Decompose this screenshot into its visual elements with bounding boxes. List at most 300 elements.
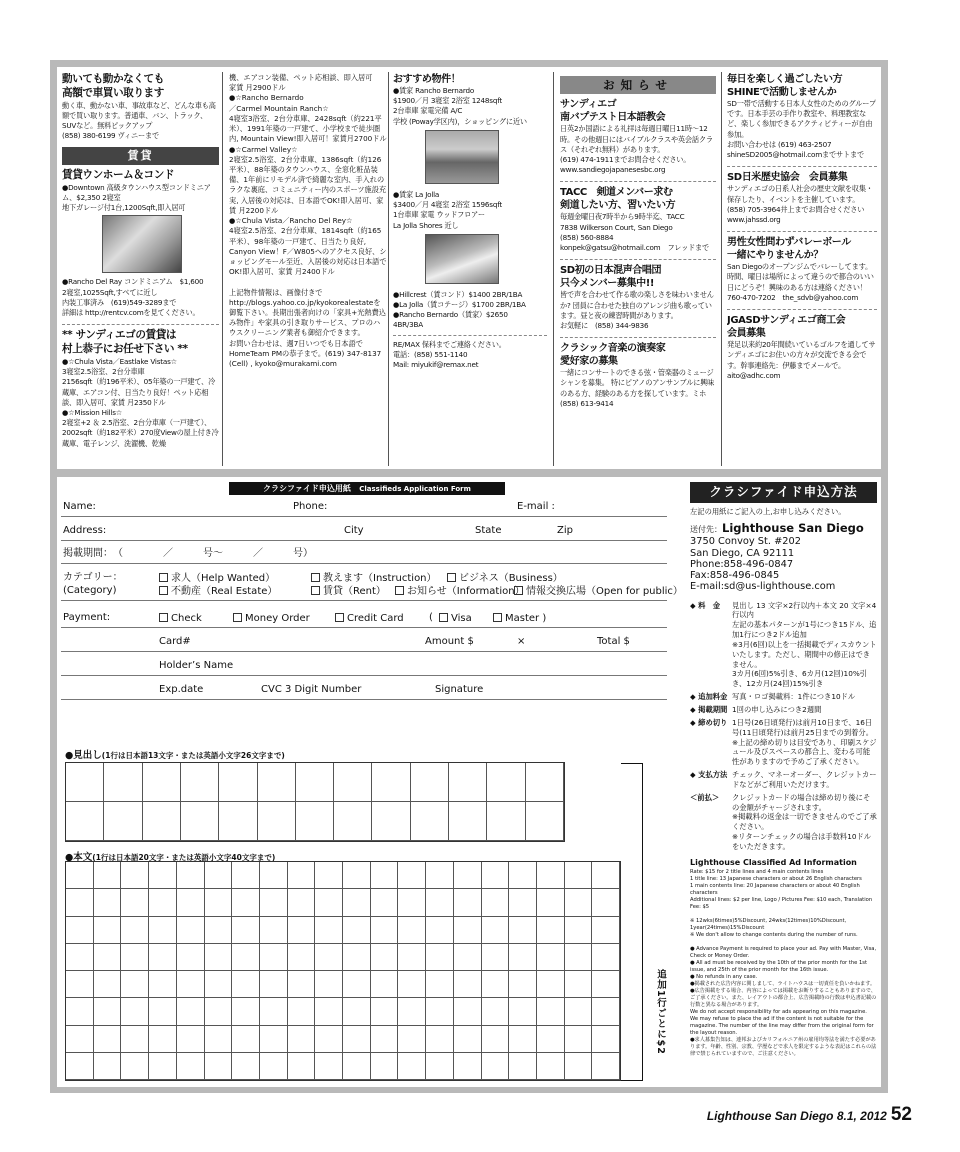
grid-cell[interactable] — [296, 763, 334, 802]
ad-title-car-buying: 動いても動かなくても 高額で車買い取ります — [62, 73, 164, 99]
holder-name-label: Holder’s Name — [159, 660, 234, 671]
grid-cell[interactable] — [205, 944, 233, 971]
grid-cell[interactable] — [258, 802, 296, 841]
ad-title-murakami: ** サンディエゴの賃貸は 村上恭子にお任せ下さい ** — [62, 329, 188, 356]
headline-grid[interactable] — [65, 762, 565, 842]
grid-cell[interactable] — [232, 944, 260, 971]
grid-cell[interactable] — [454, 944, 482, 971]
grid-cell[interactable] — [219, 802, 257, 841]
holder-name-field[interactable] — [61, 675, 667, 676]
grid-cell[interactable] — [334, 802, 372, 841]
grid-cell[interactable] — [288, 944, 316, 971]
footer-publication: Lighthouse San Diego 8.1, 2012 — [706, 1109, 887, 1123]
period-row: ◆ 掲載期間 1回の申し込みにつき2週間 — [690, 705, 822, 714]
grid-cell[interactable] — [143, 802, 181, 841]
ad-title-volleyball: 男性女性問わずバレーボール 一緒にやりませんか？ — [727, 237, 851, 262]
checkbox[interactable] — [493, 613, 502, 622]
grid-cell[interactable] — [426, 862, 454, 889]
signature-label: Signature — [435, 684, 484, 695]
grid-cell[interactable] — [315, 862, 343, 889]
grid-cell[interactable] — [149, 971, 177, 998]
grid-cell[interactable] — [260, 889, 288, 916]
grid-cell[interactable] — [66, 1026, 94, 1053]
grid-cell[interactable] — [537, 1053, 565, 1080]
grid-cell[interactable] — [526, 802, 564, 841]
checkbox[interactable] — [159, 586, 168, 595]
grid-cell[interactable] — [315, 1026, 343, 1053]
ad-body-shine: SD一帯で活動する日本人女性のためのグループです。日本手芸の手作り教室や、料理教室など、楽しく参加できるアクティビティーが自由参加。 お問い合わせは (619) 463-2507 shineSD2005@hotmail.comまでサトまで — [727, 99, 876, 160]
grid-cell[interactable] — [260, 944, 288, 971]
grid-cell[interactable] — [260, 1053, 288, 1080]
grid-cell[interactable] — [66, 763, 104, 802]
grid-cell[interactable] — [315, 998, 343, 1025]
listing-rentals-continued: 機、エアコン装備、ペット応相談、即入居可 家賃 月2900ドル ●☆Rancho Bernardo ／Carmel Mountain Ranch☆ 4寝室3浴室、2台分車庫、2428sqft（約221平米）、1991年築の一戸建て、小学校まで徒歩圏内, Mountain View!即入居可！家賃月2700ドル ●☆Carmel Valley☆ 2寝室2.5浴室、2台分車庫、1386sqft（約126平米）、88年築のタウンハウス、全窓化粧品装備、1年前にリモデル済で綺麗な室内、手入れのラクな裏庭、コミュニティー内のスポーツ施設充実, 入居後の対応は、日本語でOK!即入居可、家賃 月2200ドル ●☆Chula Vista／Rancho Del Rey☆ 4寝室2.5浴室、2台分車庫、1814sqft（約165平米）、98年築の一戸建て、日当たり良好, Canyon View！F／W805へのアクセス良好、ショッピングモール至近、入居後の対応は日本語でOK!即入居可、家賃 月2400ドル 上記物件情報は、画像付きで http://blogs.yahoo.co.jp/kyokorealestateを御覧下さい。長期出張者向けの「家具+光熱費込み物件」や家具の引き取りサービス、プロのハウスクリーニング業者も御紹介できます。 お問い合わせは、週7日いつでも日本語でHomeTeam PMの恭子まで。(619) 347-8137 (Cell) , kyoko@murakami.com — [229, 73, 387, 369]
grid-cell[interactable] — [565, 971, 593, 998]
grid-cell[interactable] — [315, 1053, 343, 1080]
send-to: 送付先：Lighthouse San Diego — [690, 520, 864, 535]
checkbox[interactable] — [311, 586, 320, 595]
grid-cell[interactable] — [482, 889, 510, 916]
grid-cell[interactable] — [565, 1053, 593, 1080]
period-field[interactable] — [61, 563, 667, 564]
application-method-panel — [690, 482, 877, 1058]
cvc-label: CVC 3 Digit Number — [261, 684, 362, 695]
grid-cell[interactable] — [509, 998, 537, 1025]
grid-cell[interactable] — [371, 862, 399, 889]
grid-cell[interactable] — [426, 971, 454, 998]
grid-cell[interactable] — [371, 998, 399, 1025]
grid-cell[interactable] — [66, 998, 94, 1025]
grid-cell[interactable] — [288, 917, 316, 944]
category-open-public[interactable]: 情報交換広場（Open for public） — [514, 586, 683, 597]
grid-cell[interactable] — [94, 1053, 122, 1080]
section-bar-rent: 賃貸 — [62, 147, 219, 165]
grid-cell[interactable] — [94, 971, 122, 998]
grid-cell[interactable] — [509, 889, 537, 916]
period-label: 掲載期間： （ ／ 号～ ／ 号） — [63, 548, 313, 559]
grid-cell[interactable] — [177, 917, 205, 944]
grid-cell[interactable] — [104, 763, 142, 802]
grid-cell[interactable] — [315, 917, 343, 944]
headline-title: ●見出し(1行は日本語13文字・または英語小文字26文字まで) — [65, 750, 285, 761]
grid-cell[interactable] — [66, 971, 94, 998]
method-intro: 左記の用紙にご記入の上,お申し込みください。 — [690, 506, 846, 516]
grid-cell[interactable] — [232, 889, 260, 916]
listing-contact: RE/MAX 保科までご連絡ください。 電話：(858) 551-1140 Mail: miyukif@remax.net — [393, 339, 506, 370]
grid-cell[interactable] — [149, 998, 177, 1025]
grid-cell[interactable] — [411, 763, 449, 802]
grid-cell[interactable] — [398, 1026, 426, 1053]
grid-cell[interactable] — [592, 1026, 620, 1053]
ad-title-classical: クラシック音楽の演奏家 愛好家の募集 — [560, 343, 666, 368]
ad-body-kendo: 毎週金曜日夜7時半から9時半迄、TACC 7838 Wilkerson Court, San Diego (858) 560-8884 konpek@gatsu@hotmail.com フレッドまで — [560, 212, 710, 253]
grid-cell[interactable] — [509, 971, 537, 998]
grid-cell[interactable] — [372, 802, 410, 841]
grid-cell[interactable] — [398, 998, 426, 1025]
grid-cell[interactable] — [315, 889, 343, 916]
column-divider — [721, 72, 722, 466]
column-5 — [727, 73, 877, 465]
divider — [560, 181, 716, 182]
grid-cell[interactable] — [482, 917, 510, 944]
checkbox[interactable] — [439, 613, 448, 622]
grid-cell[interactable] — [121, 971, 149, 998]
grid-cell[interactable] — [371, 944, 399, 971]
grid-cell[interactable] — [426, 1026, 454, 1053]
grid-cell[interactable] — [121, 998, 149, 1025]
zip-label: Zip — [557, 525, 573, 536]
grid-cell[interactable] — [258, 763, 296, 802]
category-business[interactable]: ビジネス（Business） — [447, 573, 563, 584]
payment-money-order[interactable]: Money Order — [233, 613, 310, 624]
ad-title-jgasd: JGASDサンディエゴ商工会 会員募集 — [727, 315, 846, 340]
grid-cell[interactable] — [315, 971, 343, 998]
checkbox[interactable] — [447, 573, 456, 582]
grid-cell[interactable] — [104, 802, 142, 841]
grid-cell[interactable] — [343, 889, 371, 916]
grid-cell[interactable] — [482, 862, 510, 889]
grid-cell[interactable] — [592, 971, 620, 998]
body-title: ●本文(1行は日本語20文字・または英語小文字40文字まで) — [65, 852, 276, 863]
listing-downtown: ●Downtown 高級タウンハウス型コンドミニアム、$2,350 2寝室 地下ガレージ付1台,1200Sqft,即入居可 — [62, 182, 211, 213]
grid-cell[interactable] — [121, 944, 149, 971]
grid-cell[interactable] — [66, 917, 94, 944]
grid-cell[interactable] — [288, 1026, 316, 1053]
listing-chula-vista: ●☆Chula Vista／Eastlake Vistas☆ 3寝室2.5浴室、2台分車庫 2156sqft（約196平米）、05年築の一戸建て、冷蔵庫、エアコン付、日当たり良好！ペット応相談、即入居可、家賃 月2350ドル ●☆Mission Hills☆ 2寝室+2 ＆ 2.5浴室、2台分車庫（一戸建て）、2002sqft（約182平米）270度Viewの屋上付き冷蔵庫、電子レンジ、洗濯機、乾燥 — [62, 356, 219, 448]
grid-cell[interactable] — [482, 998, 510, 1025]
checkbox[interactable] — [335, 613, 344, 622]
grid-cell[interactable] — [565, 862, 593, 889]
grid-cell[interactable] — [232, 862, 260, 889]
grid-cell[interactable] — [537, 998, 565, 1025]
amount-label: Amount $ — [425, 636, 474, 647]
grid-cell[interactable] — [487, 802, 525, 841]
column-1 — [62, 73, 219, 465]
grid-cell[interactable] — [334, 763, 372, 802]
form-title-jp: クラシファイド申込用紙 — [263, 484, 351, 493]
ad-body-classical: 一緒にコンサートのできる弦・管楽器のミュージシャンを募集。 特にピアノのアンサンブルに興味のある方、経験のある方を探しています。ミホ (858) 613-9414 — [560, 368, 715, 408]
category-real-estate[interactable]: 不動産（Real Estate） — [159, 586, 277, 597]
grid-cell[interactable] — [296, 802, 334, 841]
grid-cell[interactable] — [121, 1026, 149, 1053]
grid-cell[interactable] — [592, 889, 620, 916]
category-instruction[interactable]: 教えます（Instruction） — [311, 573, 437, 584]
listing-others: ●Hillcrest（賃コンド）$1400 2BR/1BA ●La Jolla（賃コテージ）$1700 2BR/1BA ●Rancho Bernardo（賃家）$2650 4BR/3BA — [393, 289, 526, 330]
grid-cell[interactable] — [454, 917, 482, 944]
category-help-wanted[interactable]: 求人（Help Wanted） — [159, 573, 275, 584]
category-rent[interactable]: 賃貸（Rent） — [311, 586, 386, 597]
grid-cell[interactable] — [592, 1053, 620, 1080]
page-footer — [707, 1104, 912, 1126]
grid-cell[interactable] — [219, 763, 257, 802]
ad-body-baptist: 日英2か国語による礼拝は毎週日曜日11時～12時。その他週日にはバイブルクラスや英会話クラス（それぞれ無料）があります。 (619) 474-1911までお問合せください。 www.sandiegojapanesesbc.org — [560, 124, 713, 175]
grid-cell[interactable] — [537, 944, 565, 971]
divider — [61, 600, 667, 601]
grid-cell[interactable] — [371, 1053, 399, 1080]
grid-cell[interactable] — [149, 1053, 177, 1080]
application-form-section — [57, 477, 881, 1087]
name-field[interactable] — [61, 516, 667, 517]
category-information[interactable]: お知らせ（Information） — [395, 586, 525, 597]
grid-cell[interactable] — [509, 917, 537, 944]
grid-cell[interactable] — [526, 763, 564, 802]
divider — [560, 259, 716, 260]
grid-cell[interactable] — [121, 862, 149, 889]
checkbox[interactable] — [159, 613, 168, 622]
grid-cell[interactable] — [121, 917, 149, 944]
grid-cell[interactable] — [371, 971, 399, 998]
grid-cell[interactable] — [66, 802, 104, 841]
grid-cell[interactable] — [260, 998, 288, 1025]
grid-cell[interactable] — [205, 889, 233, 916]
email-label: E-mail : — [517, 501, 555, 512]
category-label-jp: カテゴリー： — [63, 572, 123, 583]
grid-cell[interactable] — [232, 998, 260, 1025]
grid-cell[interactable] — [482, 1053, 510, 1080]
grid-cell[interactable] — [592, 917, 620, 944]
grid-cell[interactable] — [177, 1026, 205, 1053]
grid-cell[interactable] — [66, 944, 94, 971]
grid-cell[interactable] — [371, 1026, 399, 1053]
grid-cell[interactable] — [509, 1026, 537, 1053]
divider — [727, 309, 877, 310]
card-number-label: Card# — [159, 636, 191, 647]
grid-cell[interactable] — [537, 971, 565, 998]
listing-rancho-del-ray: ●Rancho Del Ray コンドミニアム $1,600 2寝室,1025Sqft,すべてに近し 内装工事済み (619)549-3289まで 詳細は http://rentcv.comを見てください。 — [62, 277, 204, 318]
column-2 — [229, 73, 387, 465]
fee-row: ◆ 料 金 見出し 13 文字×2行以内＋本文 20 文字×4行以内 左記の基本パターンが1号につき15ドル、追加1行につき2ドル追加 ※3月(6回)以上を一括掲載でディスカウントいたします。ただし、期間中の修正はできません。 3カ月(6回)5%引き、6カ月(12回)10%引き、12カ月(24回)15%引き — [690, 600, 877, 689]
name-label: Name: — [63, 501, 96, 512]
grid-cell[interactable] — [121, 889, 149, 916]
grid-cell[interactable] — [565, 889, 593, 916]
payment-credit-card[interactable]: Credit Card — [335, 613, 404, 624]
grid-cell[interactable] — [315, 944, 343, 971]
payment-master[interactable]: Master ) — [493, 613, 546, 624]
grid-cell[interactable] — [454, 1053, 482, 1080]
divider — [727, 231, 877, 232]
grid-cell[interactable] — [66, 889, 94, 916]
grid-cell[interactable] — [372, 763, 410, 802]
grid-cell[interactable] — [232, 1053, 260, 1080]
payment-visa[interactable]: Visa — [439, 613, 472, 624]
grid-cell[interactable] — [537, 1026, 565, 1053]
en-info-body: Rate: $15 for 2 title lines and 4 main contents lines 1 title line: 13 Japanese characters or about 26 English characters 1 main contents line: 20 Japanese characters or about 40 English characters Additional lines: $2 per line, Logo / Pictures Fee: $10 each, Translation Fee: $5 ※ 12wks(6times)5%Discount, 24wks(12times)10%Discount, 1year(24times)15%Discount ※ We don't allow to change contents during the number of runs. ● Advance Payment is required to place your ad. Pay with Master, Visa, Check or Money Order. ● All ad must be received by the 10th of the prior month for the 1st issue, and 25th of the prior month for the 16th issue. ● No refunds in any case. ●掲載された広告内容に関しまして、ライトハウスは一切責任を負いかねます。 ●広告掲載をする場合、内容によっては掲載をお断りすることもありますので、ご了承ください。また、レイアウトの都合上、広告掲載時の行数は申込書記載の行数と異なる場合があります。 We do not accept responsibility for ads appearing on this magazine. We may refuse to place the ad if the content is not suitable for the magazine. The number of the line may differ from the original form for the layout reason. ●求人募集告知は、連邦およびカリフォルニア州の雇用均等法を満たす必要があります。年齢、性別、宗教、学歴などで求人を限定するような表記はこれらの法律で禁じられていますので、ご注意ください。 — [690, 868, 877, 1058]
ad-body-choir: 皆で声を合わせて作る歌の楽しさを味わいませんか? 団員に合わせた独自のアレンジ曲も歌っています。昼と夜の練習時間があります。 お気軽に (858) 344-9836 — [560, 290, 714, 330]
grid-cell[interactable] — [260, 1026, 288, 1053]
grid-cell[interactable] — [288, 971, 316, 998]
grid-cell[interactable] — [509, 862, 537, 889]
grid-cell[interactable] — [509, 1053, 537, 1080]
ad-body-car-buying: 動く車、動かない車、事故車など、どんな車も高額で買い取ります。普通車、バン、トラック、SUVなど。無料ピックアップ (858) 380-6199 ヴィニーまで — [62, 100, 216, 141]
grid-cell[interactable] — [482, 971, 510, 998]
section-bar-notices: お知らせ — [560, 76, 716, 94]
grid-cell[interactable] — [426, 944, 454, 971]
checkbox[interactable] — [233, 613, 242, 622]
grid-cell[interactable] — [149, 862, 177, 889]
extra-fee-row: ◆ 追加料金 写真・ロゴ掲載料：1件につき10ドル — [690, 692, 856, 702]
grid-cell[interactable] — [260, 862, 288, 889]
deadline-row: ◆ 締め切り 1日号(26日頃発行)は前月10日まで、16日号(11日頃発行)は前月25日までの到着分。 ※上記の締め切りは目安であり、印刷スケジュール及びスペースの都合上、変わる可能性がありますので予めご了承ください。 — [690, 717, 877, 767]
grid-cell[interactable] — [343, 917, 371, 944]
grid-cell[interactable] — [565, 998, 593, 1025]
checkbox[interactable] — [311, 573, 320, 582]
grid-cell[interactable] — [94, 889, 122, 916]
category-label-en: (Category) — [63, 585, 117, 596]
en-info-title: Lighthouse Classified Ad Information — [690, 857, 857, 867]
grid-cell[interactable] — [205, 1053, 233, 1080]
grid-cell[interactable] — [509, 944, 537, 971]
grid-cell[interactable] — [177, 862, 205, 889]
form-title-en: Classifieds Application Form — [359, 485, 471, 493]
ad-title-history: SD日米歴史協会 会員募集 — [727, 172, 848, 184]
ad-body-volleyball: San Diegoのオープンジムでバレーしてます。時間、曜日は場所によって違うので都合のいい日にどうぞ！興味のある方は連絡ください！ 760-470-7202 the_sdvb@yahoo.com — [727, 262, 874, 302]
grid-cell[interactable] — [232, 917, 260, 944]
grid-cell[interactable] — [565, 1026, 593, 1053]
ad-title-kendo: TACC 剣道メンバー求む 剣道したい方、習いたい方 — [560, 187, 676, 212]
grid-cell[interactable] — [592, 862, 620, 889]
grid-cell[interactable] — [177, 944, 205, 971]
grid-cell[interactable] — [371, 889, 399, 916]
grid-cell[interactable] — [537, 889, 565, 916]
grid-cell[interactable] — [565, 944, 593, 971]
grid-cell[interactable] — [449, 763, 487, 802]
column-divider — [388, 72, 389, 466]
grid-cell[interactable] — [177, 889, 205, 916]
grid-cell[interactable] — [592, 998, 620, 1025]
grid-cell[interactable] — [149, 917, 177, 944]
grid-cell[interactable] — [592, 944, 620, 971]
card-number-field[interactable] — [61, 651, 667, 652]
payment-label: Payment: — [63, 612, 111, 623]
checkbox[interactable] — [159, 573, 168, 582]
grid-cell[interactable] — [66, 1053, 94, 1080]
grid-cell[interactable] — [177, 998, 205, 1025]
method-address: 3750 Convoy St. #202 San Diego, CA 92111 Phone:858-496-0847 Fax:858-496-0845 E-mail:sd@us-lighthouse.com — [690, 536, 836, 593]
page-number: 52 — [890, 1104, 912, 1125]
grid-cell[interactable] — [454, 1026, 482, 1053]
grid-cell[interactable] — [454, 889, 482, 916]
address-label: Address: — [63, 525, 107, 536]
grid-cell[interactable] — [205, 971, 233, 998]
grid-cell[interactable] — [205, 1026, 233, 1053]
grid-cell[interactable] — [177, 1053, 205, 1080]
times-sign: × — [517, 636, 526, 647]
column-3 — [393, 73, 547, 465]
grid-cell[interactable] — [454, 971, 482, 998]
column-divider — [553, 72, 554, 466]
grid-cell[interactable] — [177, 971, 205, 998]
grid-cell[interactable] — [94, 917, 122, 944]
grid-cell[interactable] — [121, 1053, 149, 1080]
checkbox[interactable] — [395, 586, 404, 595]
grid-cell[interactable] — [398, 1053, 426, 1080]
ad-title-baptist: サンディエゴ 南バプテスト日本語教会 — [560, 99, 666, 124]
grid-cell[interactable] — [288, 1053, 316, 1080]
grid-cell[interactable] — [232, 971, 260, 998]
city-label: City — [344, 525, 364, 536]
grid-cell[interactable] — [94, 998, 122, 1025]
grid-cell[interactable] — [343, 862, 371, 889]
grid-cell[interactable] — [411, 802, 449, 841]
grid-cell[interactable] — [398, 862, 426, 889]
grid-cell[interactable] — [343, 944, 371, 971]
grid-cell[interactable] — [149, 889, 177, 916]
grid-cell[interactable] — [94, 944, 122, 971]
grid-cell[interactable] — [426, 917, 454, 944]
listing-rancho-bernardo: ●賃家 Rancho Bernardo $1900／月 3寝室 2浴室 1248sqft 2台車庫 家電完備 A/C 学校 (Poway学区内)，ショッピングに近い — [393, 86, 527, 126]
grid-cell[interactable] — [426, 998, 454, 1025]
grid-cell[interactable] — [343, 1053, 371, 1080]
checkbox[interactable] — [514, 586, 523, 595]
method-title: クラシファイド申込方法 — [690, 482, 877, 503]
exp-field[interactable] — [61, 699, 667, 700]
exp-date-label: Exp.date — [159, 684, 204, 695]
payment-method-row: ◆ 支払方法 チェック、マネーオーダー、クレジットカードなどがご利用いただけます。 — [690, 770, 877, 789]
grid-cell[interactable] — [260, 971, 288, 998]
grid-cell[interactable] — [482, 1026, 510, 1053]
grid-cell[interactable] — [94, 862, 122, 889]
grid-cell[interactable] — [143, 763, 181, 802]
grid-cell[interactable] — [537, 862, 565, 889]
grid-cell[interactable] — [565, 917, 593, 944]
grid-cell[interactable] — [398, 917, 426, 944]
grid-cell[interactable] — [343, 971, 371, 998]
grid-cell[interactable] — [288, 998, 316, 1025]
grid-cell[interactable] — [205, 917, 233, 944]
payment-check[interactable]: Check — [159, 613, 202, 624]
divider — [560, 337, 716, 338]
grid-cell[interactable] — [260, 917, 288, 944]
grid-cell[interactable] — [66, 862, 94, 889]
grid-cell[interactable] — [398, 889, 426, 916]
grid-cell[interactable] — [181, 802, 219, 841]
grid-cell[interactable] — [449, 802, 487, 841]
ad-body-jgasd: 発足以来約20年間続いているゴルフを通してサンディエゴにお住いの方々が交流できる会です。幹事連絡先：伊藤までメールで。 aito@adhc.com — [727, 340, 876, 380]
grid-cell[interactable] — [426, 889, 454, 916]
divider — [62, 324, 219, 325]
grid-cell[interactable] — [181, 763, 219, 802]
grid-cell[interactable] — [398, 971, 426, 998]
column-4 — [560, 73, 716, 465]
grid-cell[interactable] — [343, 998, 371, 1025]
ad-title-recommended: おすすめ物件！ — [393, 74, 461, 85]
ad-title-shine: 毎日を楽しく過ごしたい方 SHINEで活動しませんか — [727, 74, 843, 98]
grid-cell[interactable] — [205, 862, 233, 889]
grid-cell[interactable] — [288, 862, 316, 889]
divider — [61, 627, 667, 628]
grid-cell[interactable] — [482, 944, 510, 971]
grid-cell[interactable] — [288, 889, 316, 916]
grid-cell[interactable] — [371, 917, 399, 944]
grid-cell[interactable] — [487, 763, 525, 802]
grid-cell[interactable] — [343, 1026, 371, 1053]
ad-title-choir: SD初の日本混声合唱団 只今メンバー募集中!! — [560, 265, 662, 290]
grid-cell[interactable] — [232, 1026, 260, 1053]
body-grid[interactable] — [65, 861, 621, 1081]
grid-cell[interactable] — [94, 1026, 122, 1053]
grid-cell[interactable] — [149, 1026, 177, 1053]
grid-cell[interactable] — [426, 1053, 454, 1080]
grid-cell[interactable] — [537, 917, 565, 944]
grid-cell[interactable] — [398, 944, 426, 971]
address-field[interactable] — [61, 540, 667, 541]
grid-cell[interactable] — [205, 998, 233, 1025]
grid-cell[interactable] — [454, 862, 482, 889]
grid-cell[interactable] — [149, 944, 177, 971]
divider — [393, 335, 547, 336]
grid-cell[interactable] — [454, 998, 482, 1025]
total-label: Total $ — [597, 636, 630, 647]
